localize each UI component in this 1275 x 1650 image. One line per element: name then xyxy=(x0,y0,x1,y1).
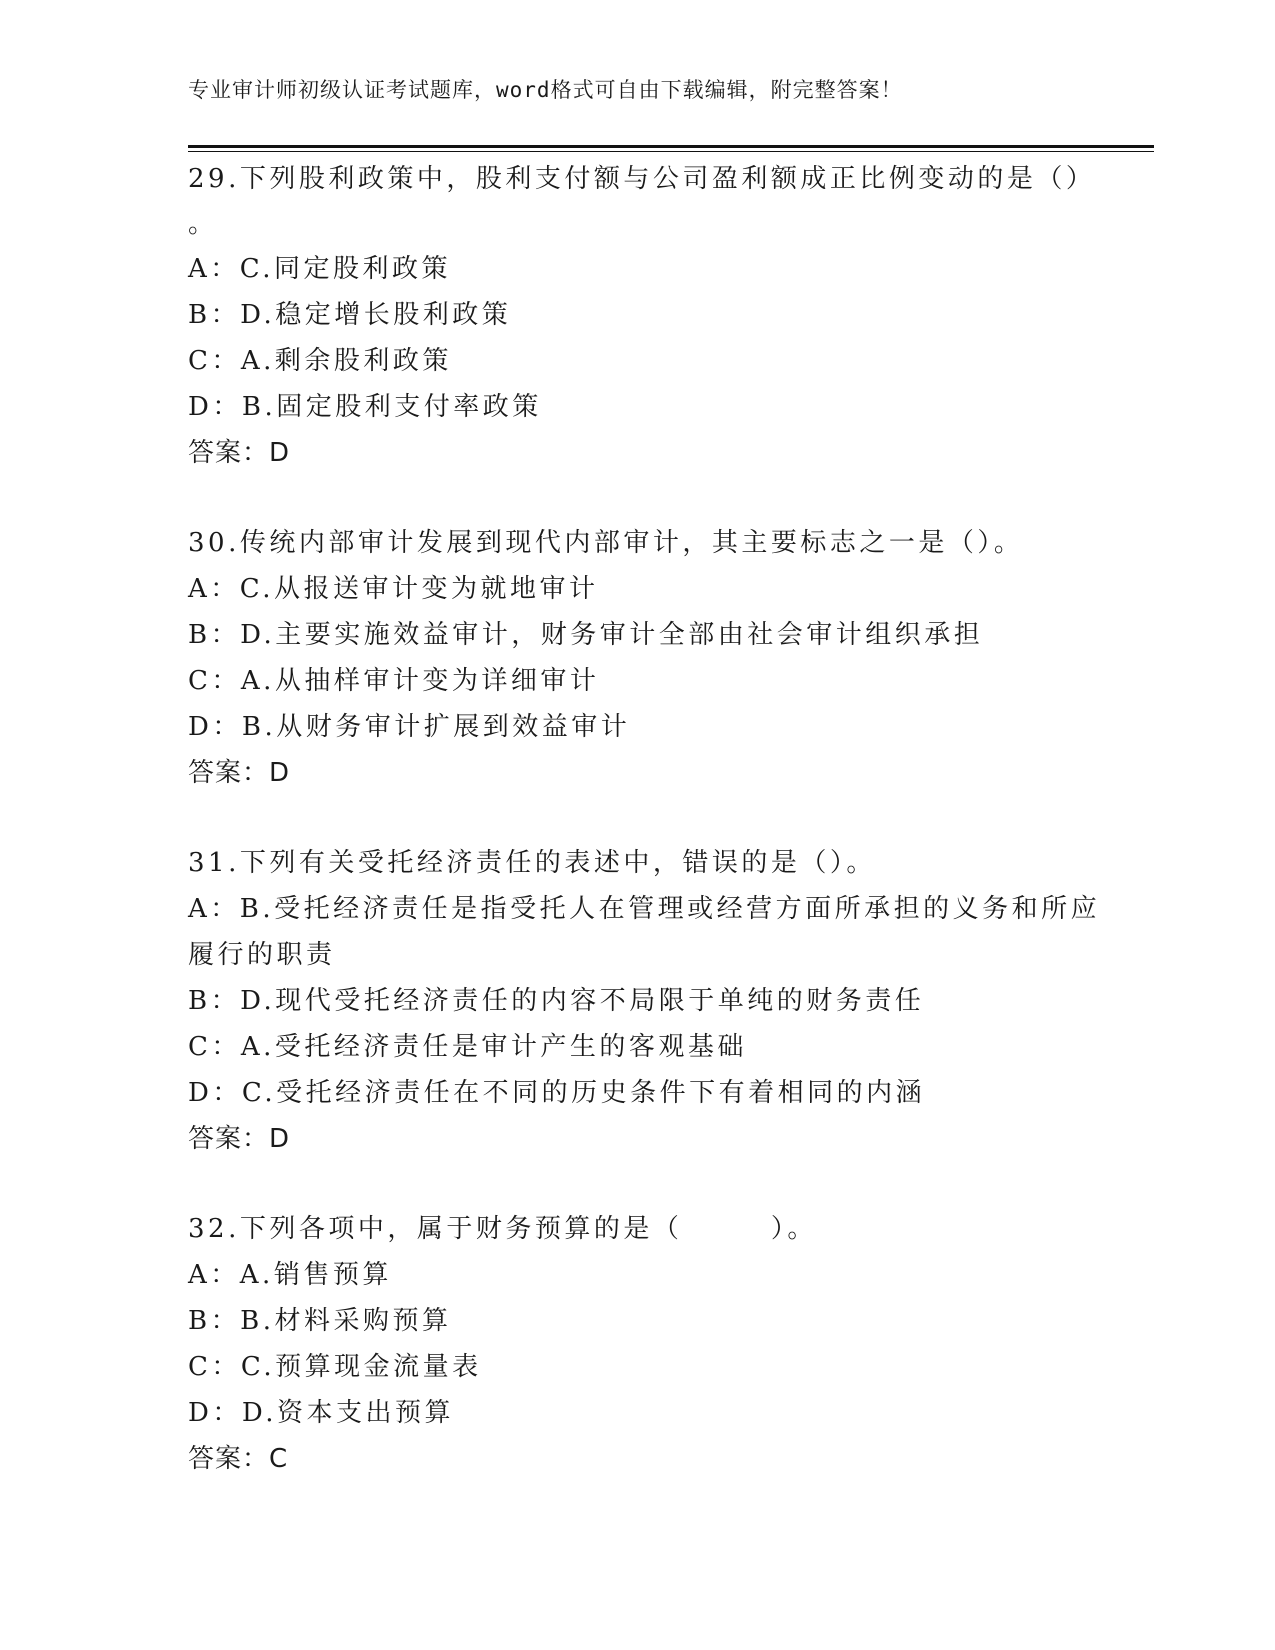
question-31 xyxy=(188,840,1101,1162)
option-a: A：A.销售预算 xyxy=(188,1260,392,1290)
question-29 xyxy=(188,156,1096,476)
question-30 xyxy=(188,520,1088,796)
question-stem: 29.下列股利政策中，股利支付额与公司盈利额成正比例变动的是（） xyxy=(188,164,1096,194)
header-divider-thick xyxy=(188,145,1154,148)
option-a: A：B.受托经济责任是指受托人在管理或经营方面所承担的义务和所应 xyxy=(188,894,1101,924)
option-b: B：D.主要实施效益审计，财务审计全部由社会审计组织承担 xyxy=(188,620,984,650)
option-c: C：A.剩余股利政策 xyxy=(188,346,452,376)
question-32 xyxy=(188,1206,1088,1482)
option-c: C：A.受托经济责任是审计产生的客观基础 xyxy=(188,1032,747,1062)
option-c: C：C.预算现金流量表 xyxy=(188,1352,482,1382)
option-b: B：D.现代受托经济责任的内容不局限于单纯的财务责任 xyxy=(188,986,925,1016)
option-a: A：C.从报送审计变为就地审计 xyxy=(188,574,599,604)
option-d: D：B.固定股利支付率政策 xyxy=(188,392,542,422)
document-header: 专业审计师初级认证考试题库，word格式可自由下载编辑，附完整答案！ xyxy=(188,78,903,102)
option-b: B：B.材料采购预算 xyxy=(188,1306,452,1336)
option-c: C：A.从抽样审计变为详细审计 xyxy=(188,666,600,696)
option-a-continuation: 履行的职责 xyxy=(188,940,336,970)
option-d: D：D.资本支出预算 xyxy=(188,1398,455,1428)
option-d: D：B.从财务审计扩展到效益审计 xyxy=(188,712,631,742)
question-stem: 31.下列有关受托经济责任的表述中，错误的是（）。 xyxy=(188,848,876,878)
question-stem: 32.下列各项中，属于财务预算的是（ ）。 xyxy=(188,1214,817,1244)
option-d: D：C.受托经济责任在不同的历史条件下有着相同的内涵 xyxy=(188,1078,926,1108)
option-a: A：C.同定股利政策 xyxy=(188,254,452,284)
header-divider-thin xyxy=(188,151,1154,152)
option-b: B：D.稳定增长股利政策 xyxy=(188,300,512,330)
question-stem: 30.传统内部审计发展到现代内部审计，其主要标志之一是（）。 xyxy=(188,528,1024,558)
question-stem-continuation: 。 xyxy=(188,209,218,239)
answer-line: 答案：C xyxy=(188,1444,289,1474)
answer-line: 答案：D xyxy=(188,758,291,788)
answer-line: 答案：D xyxy=(188,438,291,468)
answer-line: 答案：D xyxy=(188,1124,291,1154)
question-list xyxy=(188,156,1101,1526)
